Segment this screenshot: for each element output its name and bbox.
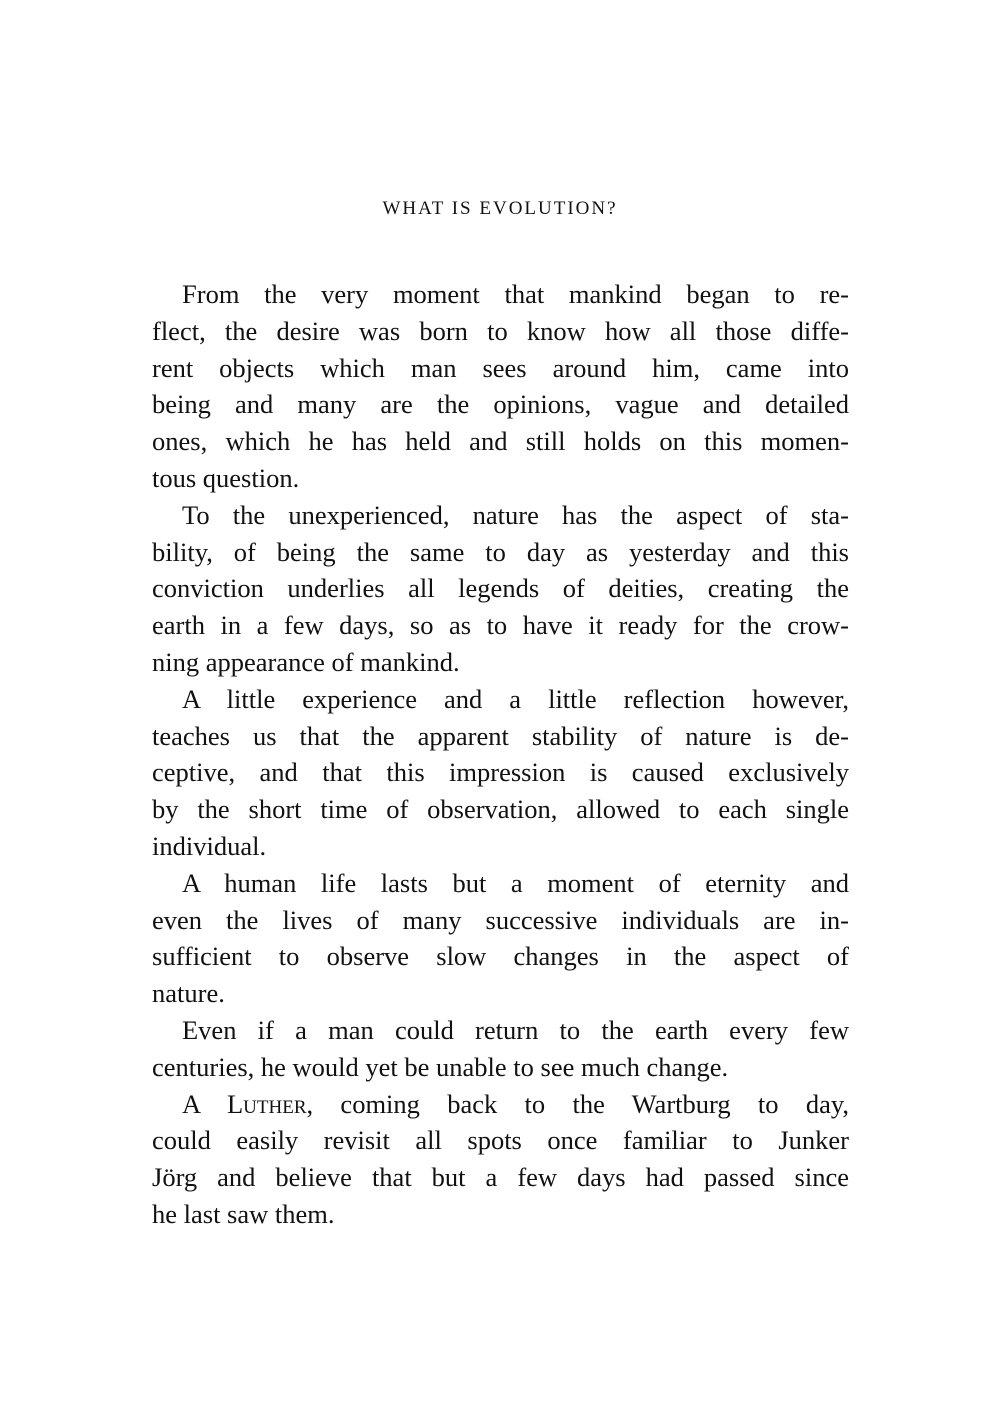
text-line: he last saw them.	[152, 1198, 335, 1229]
text-line: ceptive, and that this impression is caused exclusively	[152, 757, 849, 788]
text-line	[152, 1086, 849, 1123]
text-fragment: A	[182, 1088, 227, 1119]
text-line: centuries, he would yet be unable to see much change.	[152, 1051, 729, 1082]
text-line: earth in a few days, so as to have it ready for the crow-	[152, 610, 849, 641]
person-name: Luther	[226, 1088, 307, 1119]
text-line: nature.	[152, 978, 225, 1009]
text-line: To the unexperienced, nature has the aspect of sta-	[182, 499, 849, 530]
body-text	[152, 276, 849, 1233]
text-line: could easily revisit all spots once familiar to Junker	[152, 1125, 849, 1156]
text-line: tous question.	[152, 462, 300, 493]
page-heading: WHAT IS EVOLUTION?	[382, 198, 618, 219]
text-line: being and many are the opinions, vague and detailed	[152, 389, 849, 420]
text-line: A human life lasts but a moment of eternity and	[182, 867, 849, 898]
text-line: by the short time of observation, allowed to each single	[152, 794, 849, 825]
text-line: A little experience and a little reflection however,	[182, 683, 849, 714]
text-line: Jörg and believe that but a few days had passed since	[152, 1162, 849, 1193]
text-line: bility, of being the same to day as yesterday and this	[152, 536, 849, 567]
text-line: individual.	[152, 830, 267, 861]
paragraph-4	[152, 865, 849, 1012]
text-line: flect, the desire was born to know how all those diffe-	[152, 315, 849, 346]
text-line: even the lives of many successive individuals are in-	[152, 904, 849, 935]
text-line: teaches us that the apparent stability of nature is de-	[152, 720, 849, 751]
paragraph-5	[152, 1012, 849, 1086]
text-fragment: , coming back to the Wartburg to day,	[306, 1088, 849, 1119]
text-line: From the very moment that mankind began to re-	[182, 279, 849, 309]
text-line: ones, which he has held and still holds on this momen-	[152, 426, 849, 457]
text-line: conviction underlies all legends of deities, creating the	[152, 573, 849, 604]
text-line: Even if a man could return to the earth every few	[182, 1014, 849, 1045]
paragraph-2	[152, 497, 849, 681]
text-line: rent objects which man sees around him, came into	[152, 352, 849, 383]
text-line: sufficient to observe slow changes in the aspect of	[152, 941, 849, 972]
paragraph-6	[152, 1086, 849, 1233]
paragraph-1	[152, 276, 849, 497]
paragraph-3	[152, 681, 849, 865]
text-line: ning appearance of mankind.	[152, 646, 460, 677]
